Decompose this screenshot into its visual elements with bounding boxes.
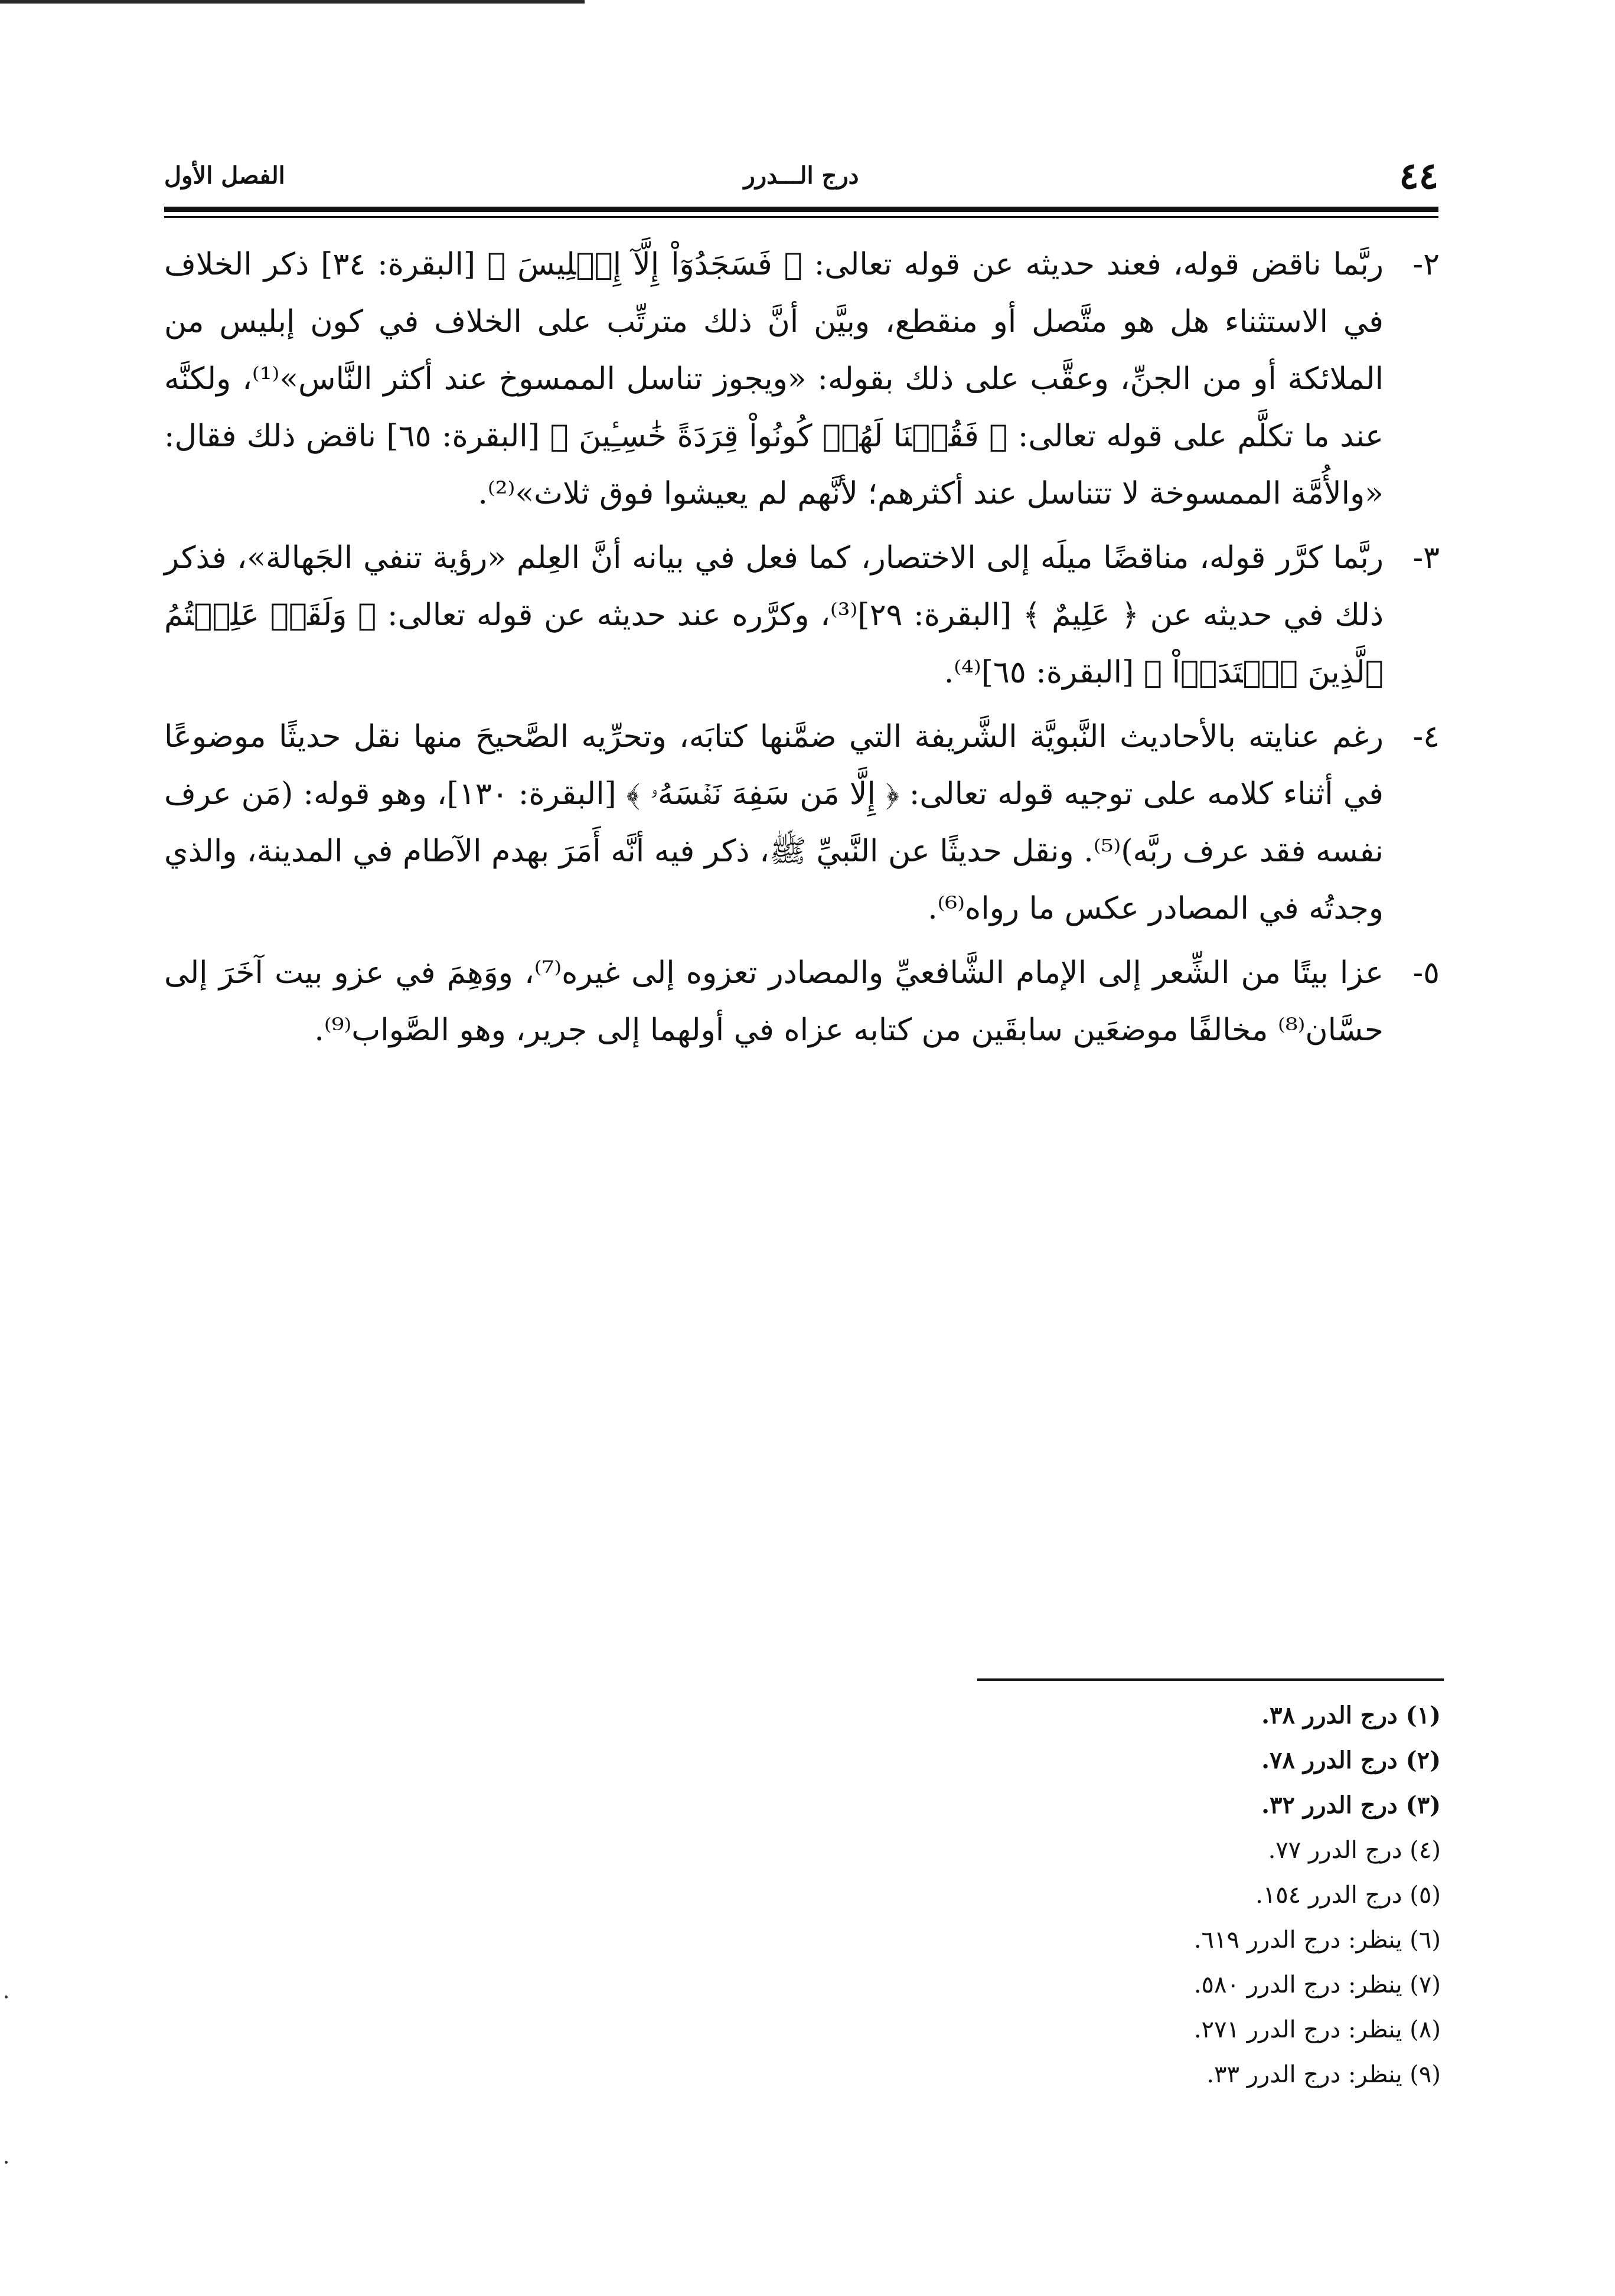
scan-edge-mark [0,0,585,4]
list-item-text: ربَّما كرَّر قوله، مناقضًا ميلَه إلى الاختصار، كما فعل في بيانه أنَّ العِلم «رؤية تنفي الجَهالة»، فذكر ذلك في حديثه عن ﴿ عَلِيمٌ ﴾ [البقرة: ٢٩]⁽³⁾، وكرَّره عند حديثه عن قوله تعالى: ﴿ وَلَقَدۡ عَلِمۡتُمُ ٱلَّذِينَ ٱعۡتَدَوۡاْ ﴾ [البقرة: ٦٥]⁽⁴⁾. [164,540,1384,690]
list-item-number: ٤- [1412,719,1440,755]
list-item [164,708,1440,938]
header-rule [164,207,1438,212]
list-item-number: ٥- [1412,955,1440,991]
list-item-number: ٢- [1412,247,1440,282]
scan-speck [5,2161,8,2164]
footnote: (٢) درج الدرر ٧٨. [1261,1746,1441,1774]
main-text [164,236,1440,1066]
scan-speck [5,1995,8,1998]
page-header [164,152,1438,200]
header-rule-thin [164,216,1438,218]
footnote: (٦) ينظر: درج الدرر ٦١٩. [1193,1926,1441,1954]
footnote: (٨) ينظر: درج الدرر ٢٧١. [1193,2016,1441,2043]
footnote: (٧) ينظر: درج الدرر ٥٨٠. [1193,1971,1441,1998]
list-item-text: رغم عنايته بالأحاديث النَّبويَّة الشَّريفة التي ضمَّنها كتابَه، وتحرِّيه الصَّحيحَ منها نقل حديثًا موضوعًا في أثناء كلامه على توجيه قوله تعالى: ﴿ إِلَّا مَن سَفِهَ نَفۡسَهُۥ ﴾ [البقرة: ١٣٠]، وهو قوله: (مَن عرف نفسه فقد عرف ربَّه)⁽⁵⁾. ونقل حديثًا عن النَّبيِّ ﷺ، ذكر فيه أنَّه أَمَرَ بهدم الآطام في المدينة، والذي وجدتُه في المصادر عكس ما رواه⁽⁶⁾. [164,719,1384,926]
page-number: ٤٤ [1399,154,1438,197]
footnotes [709,1693,1441,2097]
list-item [164,945,1440,1059]
list-item [164,236,1440,522]
list-item-text: عزا بيتًا من الشِّعر إلى الإمام الشَّافعيِّ والمصادر تعزوه إلى غيره⁽⁷⁾، ووَهِمَ في عزو بيت آخَرَ إلى حسَّان⁽⁸⁾ مخالفًا موضعَين سابقَين من كتابه عزاه في أولهما إلى جرير، وهو الصَّواب⁽⁹⁾. [164,955,1384,1048]
footnote: (١) درج الدرر ٣٨. [1261,1701,1441,1729]
footnote-separator [977,1678,1444,1681]
footnote: (٥) درج الدرر ١٥٤. [1255,1882,1441,1909]
list-item [164,530,1440,701]
list-item-text: ربَّما ناقض قوله، فعند حديثه عن قوله تعالى: ﴿ فَسَجَدُوٓاْ إِلَّآ إِبۡلِيسَ ﴾ [البقرة: ٣٤] ذكر الخلاف في الاستثناء هل هو متَّصل أو منقطع، وبيَّن أنَّ ذلك مترتِّب على الخلاف في كون إبليس من الملائكة أو من الجنِّ، وعقَّب على ذلك بقوله: «ويجوز تناسل الممسوخ عند أكثر النَّاس»⁽¹⁾، ولكنَّه عند ما تكلَّم على قوله تعالى: ﴿ فَقُلۡنَا لَهُمۡ كُونُواْ قِرَدَةً خَٰسِـِٔينَ ﴾ [البقرة: ٦٥] ناقض ذلك فقال: «والأُمَّة الممسوخة لا تتناسل عند أكثرهم؛ لأنَّهم لم يعيشوا فوق ثلاث»⁽²⁾. [164,247,1384,511]
footnote: (٣) درج الدرر ٣٢. [1261,1791,1441,1819]
footnote: (٤) درج الدرر ٧٧. [1268,1837,1441,1864]
list-item-number: ٣- [1412,540,1440,576]
running-chapter-title: الفصل الأول [164,162,285,190]
running-book-title: درج الـــدرر [743,162,859,190]
footnote: (٩) ينظر: درج الدرر ٣٣. [1206,2061,1441,2088]
